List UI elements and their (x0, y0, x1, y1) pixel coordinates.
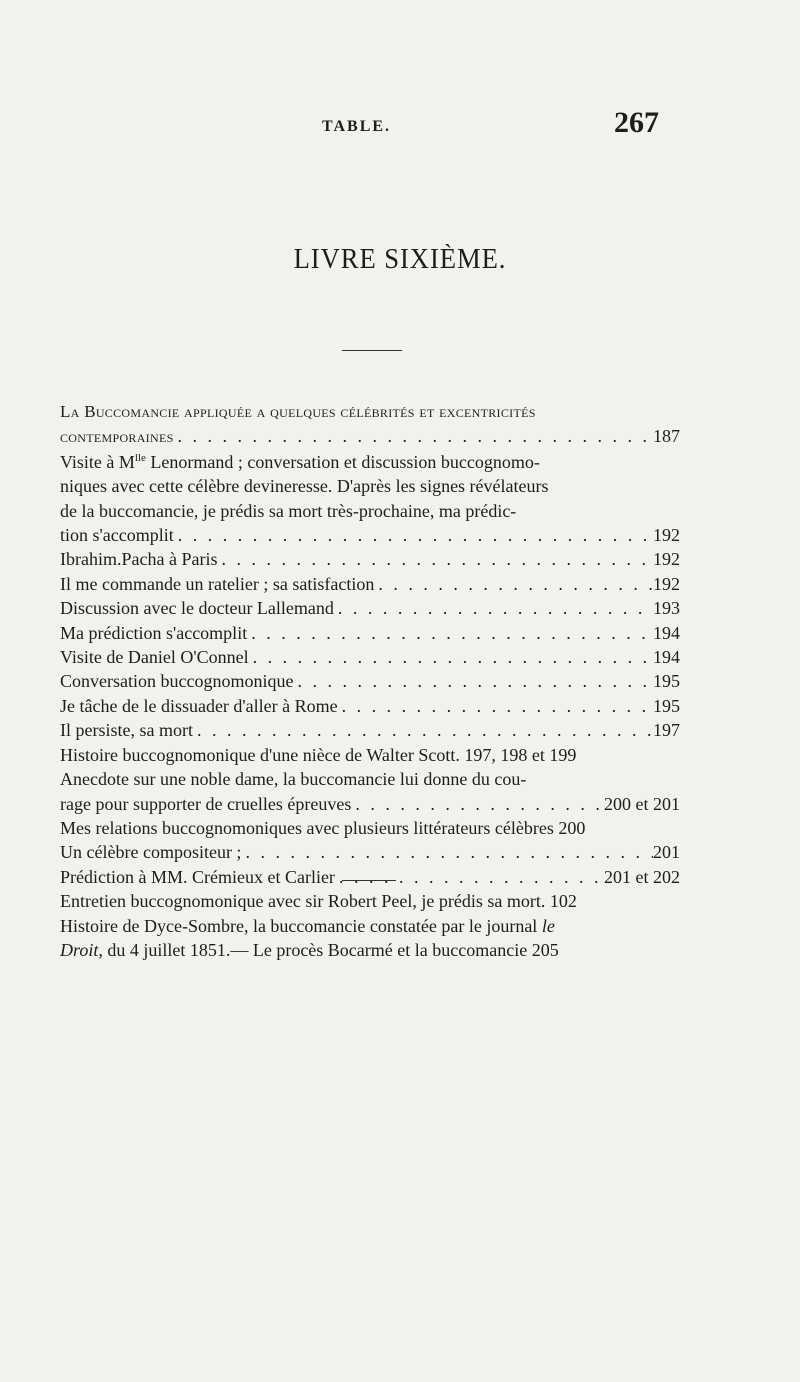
dot-leader (351, 792, 604, 816)
dot-leader (174, 523, 653, 547)
toc-entry-text: Ma prédiction s'accomplit (60, 622, 248, 643)
toc-entry-line (60, 523, 680, 547)
toc-entry-text: Discussion avec le docteur Lallemand (60, 598, 334, 619)
toc-entry-text: Ibrahim.Pacha à Paris (60, 549, 218, 570)
toc-page-number: 192 (653, 525, 680, 546)
table-of-contents (60, 400, 680, 962)
dot-leader (334, 596, 653, 620)
toc-entry-scott: Histoire buccognomonique d'une nièce de Walter Scott. 197, 198 et 199 (60, 744, 577, 765)
toc-entry-mort (60, 718, 680, 742)
toc-entry-text: Droit, du 4 juillet 1851.— Le procès Bocarmé et la buccomancie 205 (60, 939, 559, 960)
toc-page-number: 192 (653, 573, 680, 594)
toc-entry-text: La Buccomancie appliquée a quelques célébrités et excentricités (60, 402, 536, 421)
dot-leader (338, 694, 653, 718)
toc-entry-cremieux (60, 865, 680, 889)
toc-entry-rome (60, 694, 680, 718)
toc-page-number: 193 (653, 598, 680, 619)
toc-entry-peel: Entretien buccognomonique avec sir Robert Peel, je prédis sa mort. 102 (60, 891, 577, 912)
toc-entry-text: Visite à $M^{lle}$ Lenormand ; conversation et discussion buccognomo- (60, 451, 540, 472)
toc-page-number: 197 (653, 720, 680, 741)
toc-entry-prediction (60, 621, 680, 645)
toc-entry-anecdote (60, 767, 680, 816)
toc-page-number: 194 (653, 622, 680, 643)
toc-entry-ratelier (60, 572, 680, 596)
book-title: LIVRE SIXIÈME. (293, 244, 507, 275)
toc-page-number: 192 (653, 549, 680, 570)
toc-entry-lallemand (60, 596, 680, 620)
toc-entry-text: Un célèbre compositeur ; (60, 842, 242, 863)
toc-page-number: 187 (653, 426, 680, 447)
toc-entry-text: Il persiste, sa mort (60, 720, 193, 741)
divider-rule-bottom (342, 880, 396, 881)
toc-entry-oconnel (60, 645, 680, 669)
toc-entry-text: Conversation buccognomonique (60, 671, 294, 692)
toc-entry-dyce (60, 914, 680, 963)
dot-leader (247, 621, 653, 645)
toc-page-number: 201 (653, 842, 680, 863)
toc-entry-text: tion s'accomplit (60, 525, 174, 546)
toc-entry-compositeur (60, 840, 680, 864)
toc-page-number: 195 (653, 671, 680, 692)
toc-entry-text: Il me commande un ratelier ; sa satisfaction (60, 573, 375, 594)
dot-leader (374, 572, 653, 596)
dot-leader (241, 840, 653, 864)
toc-page-number: 201 et 202 (604, 866, 680, 887)
toc-entry-text: niques avec cette célèbre devineresse. D'après les signes révélateurs (60, 476, 549, 497)
page-header (0, 106, 800, 142)
dot-leader (193, 718, 653, 742)
toc-page-number: 195 (653, 695, 680, 716)
toc-entry-line (60, 792, 680, 816)
toc-entry-relations: Mes relations buccognomoniques avec plusieurs littérateurs célèbres 200 (60, 817, 586, 838)
toc-entry-text: Visite de Daniel O'Connel (60, 647, 249, 668)
running-head: TABLE. (322, 118, 392, 135)
divider-rule-top (342, 350, 402, 351)
toc-entry-text: Anecdote sur une noble dame, la buccomancie lui donne du cou- (60, 769, 527, 790)
toc-entry-conversation (60, 669, 680, 693)
dot-leader (174, 424, 653, 448)
toc-page-number: 200 et 201 (604, 793, 680, 814)
toc-entry-visite (60, 450, 680, 548)
page-number: 267 (614, 106, 659, 139)
dot-leader (293, 669, 653, 693)
toc-entry-chapter (60, 400, 680, 450)
toc-entry-line (60, 424, 680, 449)
toc-entry-text: de la buccomancie, je prédis sa mort très-prochaine, ma prédic- (60, 500, 517, 521)
toc-entry-text: rage pour supporter de cruelles épreuves (60, 793, 352, 814)
dot-leader (217, 547, 653, 571)
toc-page-number: 194 (653, 647, 680, 668)
toc-entry-ibrahim (60, 547, 680, 571)
dot-leader (249, 645, 653, 669)
toc-entry-text: contemporaines (60, 427, 174, 447)
toc-entry-text: Je tâche de le dissuader d'aller à Rome (60, 695, 338, 716)
dot-leader (335, 865, 604, 889)
toc-entry-text: Histoire de Dyce-Sombre, la buccomancie constatée par le journal le (60, 915, 555, 936)
toc-entry-text: Prédiction à MM. Crémieux et Carlier (60, 866, 335, 887)
